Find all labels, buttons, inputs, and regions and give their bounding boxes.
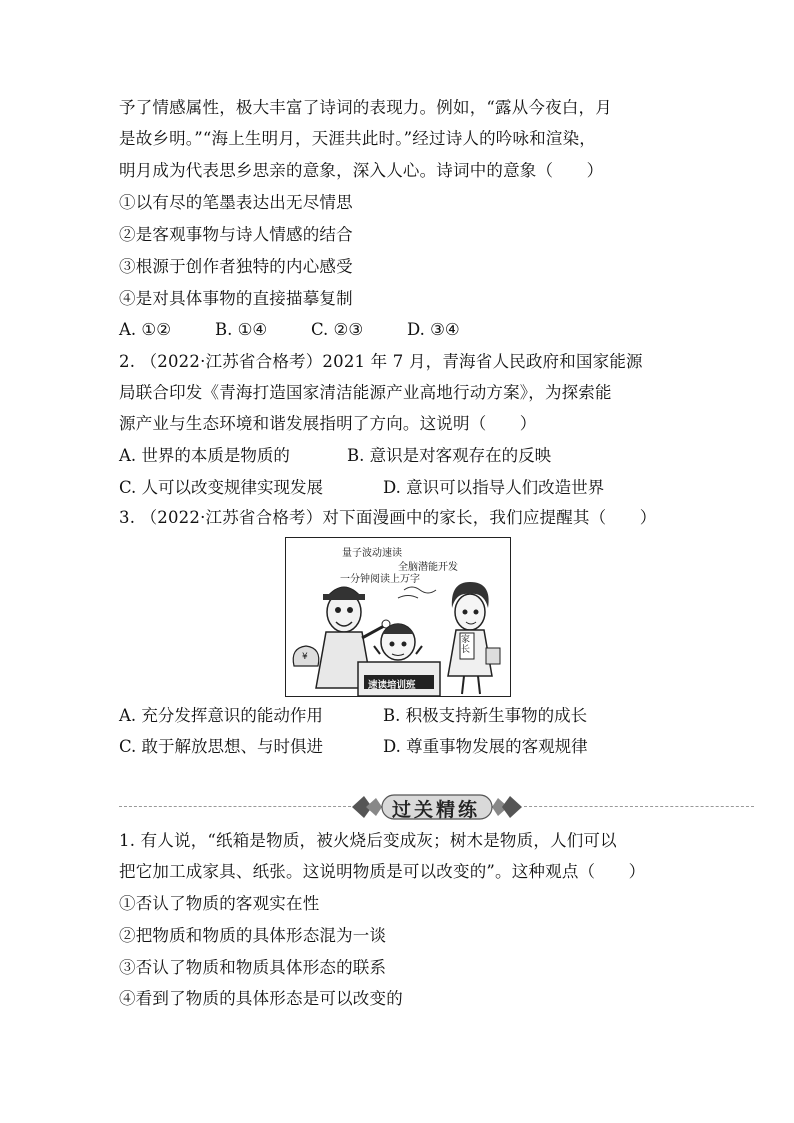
q2-option-c[interactable]: C. 人可以改变规律实现发展 [119, 478, 324, 497]
p1-item-4: ④看到了物质的具体形态是可以改变的 [119, 989, 403, 1008]
q2-option-a[interactable]: A. 世界的本质是物质的 [119, 446, 290, 465]
q3-option-d[interactable]: D. 尊重事物发展的客观规律 [383, 737, 588, 756]
q2-options-row-2 [119, 478, 604, 498]
q1-option-d[interactable]: D. ③④ [407, 320, 460, 339]
q2-option-b[interactable]: B. 意识是对客观存在的反映 [347, 446, 552, 465]
p1-item-2: ②把物质和物质的具体形态混为一谈 [119, 926, 387, 945]
cartoon-bubble-1: 量子波动速读 [342, 548, 402, 559]
q1-item-3: ③根源于创作者独特的内心感受 [119, 257, 353, 276]
q1-options [119, 320, 460, 340]
q2-options-row-1 [119, 446, 551, 466]
section-title: 过关精练 [391, 799, 480, 821]
q2-line-3: 源产业与生态环境和谐发展指明了方向。这说明（ ） [119, 414, 537, 433]
cartoon-desk-sign: 速读培训班 [368, 680, 416, 691]
intro-line-1: 予了情感属性，极大丰富了诗词的表现力。例如，“露从今夜白，月 [119, 98, 612, 117]
section-divider-right [524, 806, 754, 807]
q1-option-b[interactable]: B. ①④ [215, 320, 268, 339]
q3-line: 3. （2022·江苏省合格考）对下面漫画中的家长，我们应提醒其（ ） [119, 508, 657, 527]
q3-options-row-2 [119, 737, 588, 757]
cartoon-bubble-2: 全脑潜能开发 [398, 562, 458, 573]
p1-line-1: 1. 有人说，“纸箱是物质，被火烧后变成灰；树木是物质，人们可以 [119, 831, 617, 850]
cartoon-image [285, 537, 511, 697]
q1-item-2: ②是客观事物与诗人情感的结合 [119, 225, 353, 244]
q2-option-d[interactable]: D. 意识可以指导人们改造世界 [383, 478, 605, 497]
p1-item-1: ①否认了物质的客观实在性 [119, 894, 320, 913]
cartoon-bubble-3: 一分钟阅读上万字 [340, 574, 420, 585]
intro-line-3: 明月成为代表思乡思亲的意象，深入人心。诗词中的意象（ ） [119, 161, 604, 180]
cartoon-parent-tag: 家长 [461, 635, 471, 655]
q1-item-4: ④是对具体事物的直接描摹复制 [119, 289, 353, 308]
q2-line-2: 局联合印发《青海打造国家清洁能源产业高地行动方案》，为探索能 [119, 383, 612, 402]
p1-item-3: ③否认了物质和物质具体形态的联系 [119, 958, 387, 977]
q1-item-1: ①以有尽的笔墨表达出无尽情思 [119, 193, 353, 212]
q3-options-row-1 [119, 706, 587, 726]
section-divider-left [119, 806, 351, 807]
q3-option-b[interactable]: B. 积极支持新生事物的成长 [383, 706, 588, 725]
intro-line-2: 是故乡明。”“海上生明月，天涯共此时。”经过诗人的吟咏和渲染， [119, 129, 597, 148]
p1-line-2: 把它加工成家具、纸张。这说明物质是可以改变的”。这种观点（ ） [119, 862, 646, 881]
cartoon-money-symbol: ¥ [302, 652, 308, 662]
q1-option-a[interactable]: A. ①② [119, 320, 171, 339]
q3-option-a[interactable]: A. 充分发挥意识的能动作用 [119, 706, 323, 725]
q3-option-c[interactable]: C. 敢于解放思想、与时俱进 [119, 737, 324, 756]
q1-option-c[interactable]: C. ②③ [311, 320, 364, 339]
q2-line-1: 2. （2022·江苏省合格考）2021 年 7 月，青海省人民政府和国家能源 [119, 352, 643, 371]
